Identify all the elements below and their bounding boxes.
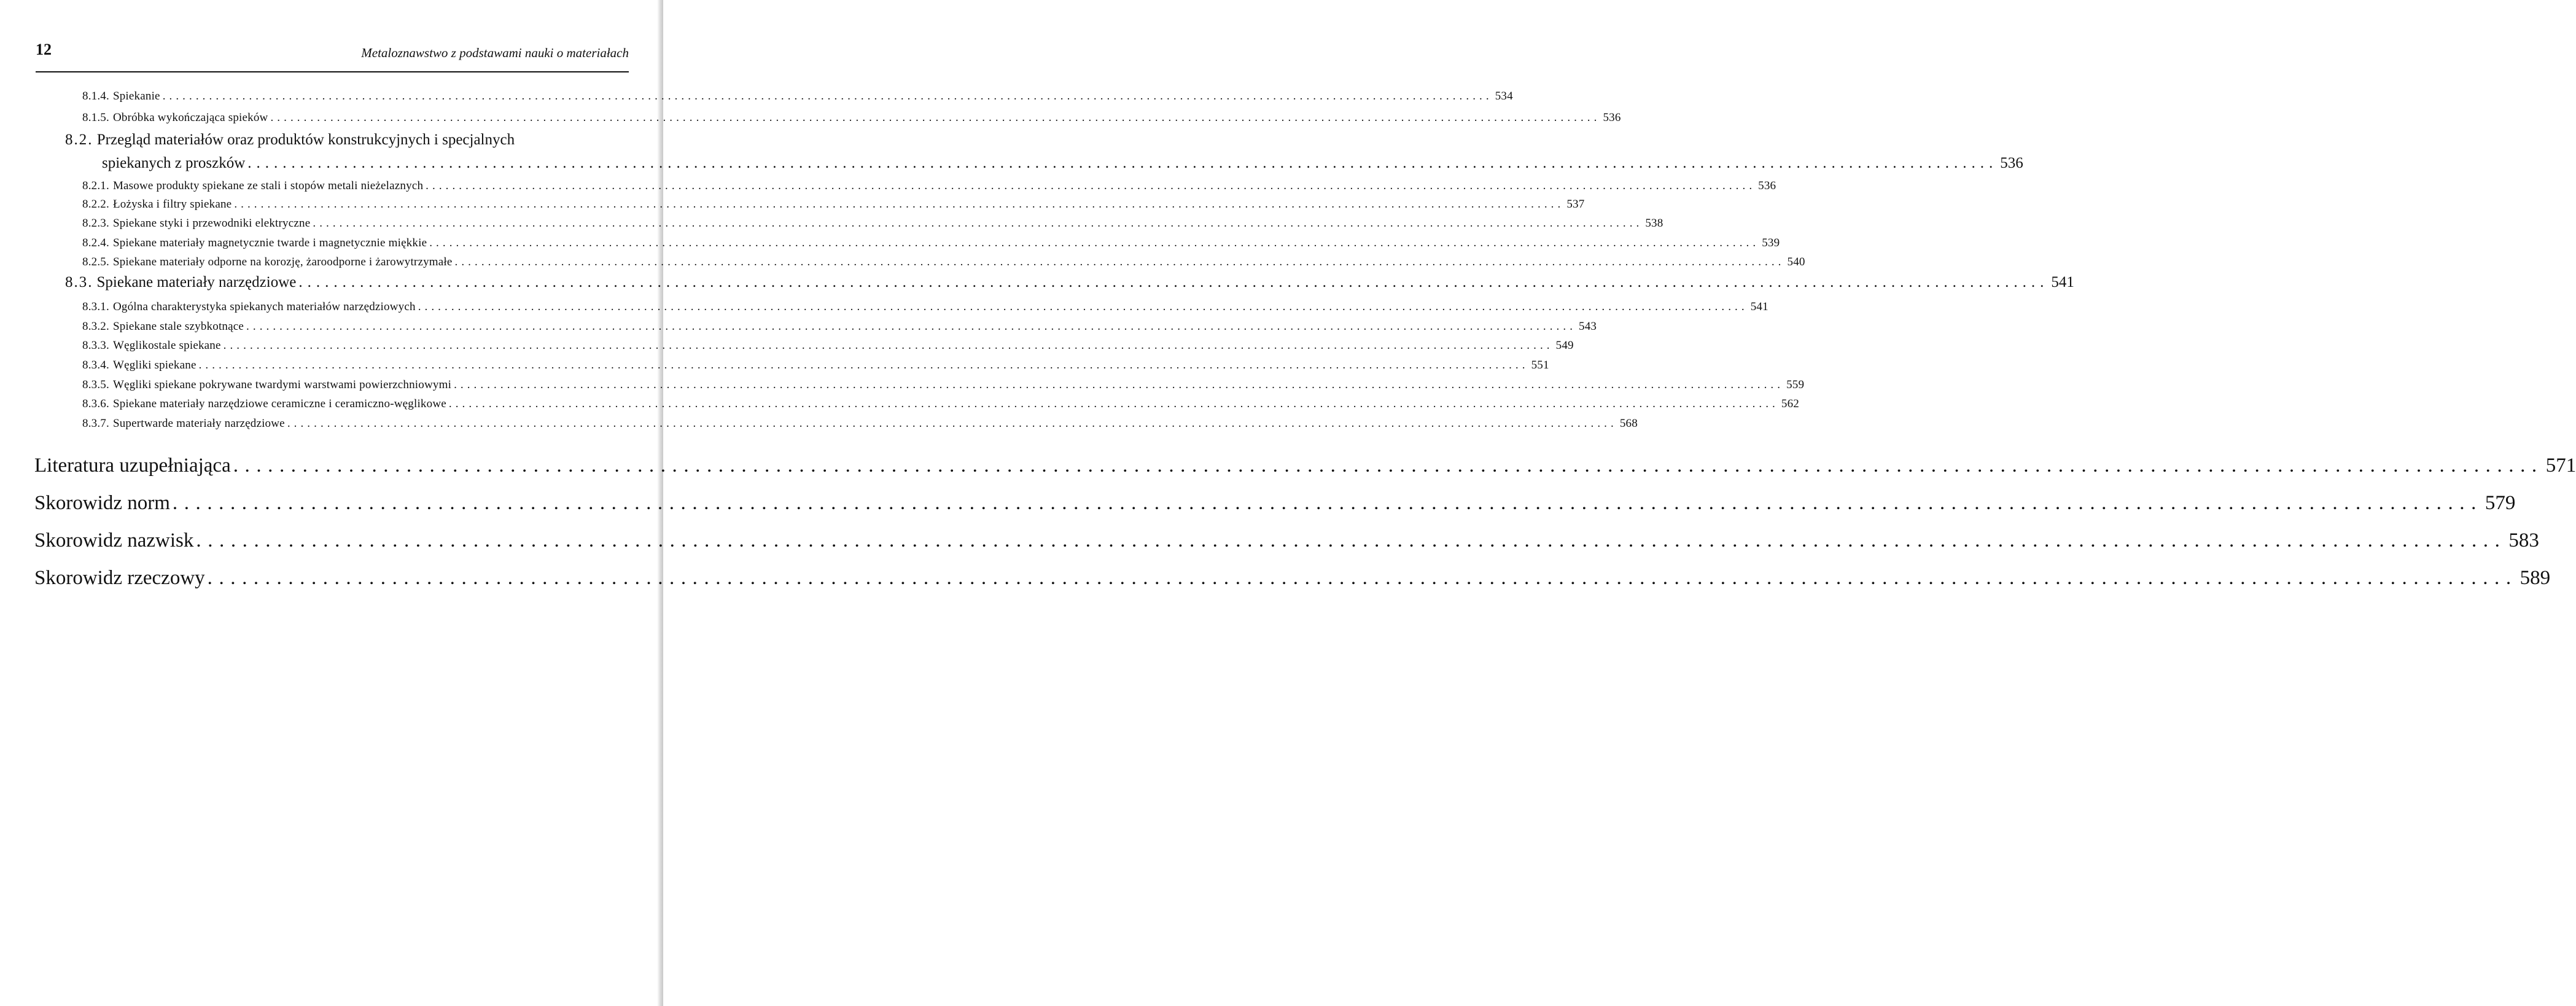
toc-title: Spiekane materiały odporne na korozję, żaroodporne i żarowytrzymałe [112, 255, 453, 268]
dot-leader: ........................................................................................................................................................................................................ [246, 320, 1577, 333]
dot-leader: ........................................................................................................................................................................................................ [223, 339, 1554, 352]
toc-number: 8.2.1. [82, 179, 109, 192]
toc-page: 537 [1566, 198, 1585, 211]
toc-entry [82, 90, 1513, 103]
toc-page: 534 [1495, 90, 1513, 103]
toc-title: Węglikostale spiekane [112, 339, 221, 352]
dot-leader: ........................................................................................................................................................................................................ [172, 492, 2483, 514]
toc-entry [82, 300, 1769, 314]
toc-page: 579 [2485, 492, 2516, 514]
toc-title: Ogólna charakterystyka spiekanych materiałów narzędziowych [112, 300, 416, 313]
dot-leader: ........................................................................................................................................................................................................ [418, 300, 1748, 313]
toc-entry [82, 198, 1585, 211]
toc-title: Łożyska i filtry spiekane [112, 198, 232, 211]
dot-leader: ........................................................................................................................................................................................................ [196, 529, 2507, 552]
toc-entry-major [34, 492, 2516, 515]
toc-page: 540 [1787, 255, 1805, 268]
dot-leader: ........................................................................................................................................................................................................ [247, 155, 1998, 171]
toc-entry [82, 179, 1776, 193]
toc-title: Skorowidz nazwisk [34, 529, 194, 552]
toc-number: 8.2.5. [82, 255, 109, 268]
toc-title: Spiekane materiały narzędziowe [96, 274, 297, 290]
toc-entry-continuation [102, 155, 2023, 172]
toc-entry [82, 236, 1780, 250]
toc-number: 8.3.4. [82, 359, 109, 372]
dot-leader: ........................................................................................................................................................................................................ [426, 179, 1756, 192]
toc-entry-major [34, 529, 2539, 552]
toc-number: 8.3.2. [82, 320, 109, 333]
dot-leader: ........................................................................................................................................................................................................ [234, 198, 1565, 211]
toc-title: Spiekane materiały magnetycznie twarde i magnetycznie miękkie [112, 236, 427, 249]
toc-page: 551 [1531, 359, 1549, 372]
toc-number: 8.2.4. [82, 236, 109, 249]
toc-page: 571 [2545, 454, 2576, 477]
toc-page: 562 [1781, 397, 1799, 410]
toc-number: 8.2.3. [82, 217, 109, 230]
running-head: Metaloznawstwo z podstawami nauki o materiałach [361, 45, 629, 60]
dot-leader: ........................................................................................................................................................................................................ [207, 567, 2518, 589]
toc-title: Spiekanie [112, 90, 160, 103]
toc-entry-major [34, 567, 2551, 590]
page-number: 12 [36, 41, 52, 58]
toc-entry [82, 417, 1638, 431]
toc-number: 8.2. [65, 131, 93, 148]
header-rule [36, 71, 629, 72]
toc-entry-heading [65, 131, 515, 149]
toc-number: 8.3.6. [82, 397, 109, 410]
toc-number: 8.3.3. [82, 339, 109, 352]
toc-title: Masowe produkty spiekane ze stali i stopów metali nieżelaznych [112, 179, 424, 192]
dot-leader: ........................................................................................................................................................................................................ [162, 90, 1493, 103]
toc-title: Węgliki spiekane pokrywane twardymi warstwami powierzchniowymi [112, 378, 452, 391]
toc-entry [82, 378, 1805, 392]
dot-leader: ........................................................................................................................................................................................................ [233, 454, 2543, 477]
toc-entry [82, 255, 1805, 269]
toc-page: 536 [2000, 155, 2023, 171]
dot-leader: ........................................................................................................................................................................................................ [313, 217, 1643, 230]
toc-entry [82, 397, 1799, 411]
toc-number: 8.3.5. [82, 378, 109, 391]
toc-page: 583 [2508, 529, 2539, 552]
dot-leader: ........................................................................................................................................................................................................ [454, 255, 1785, 268]
toc-page: 543 [1579, 320, 1597, 333]
toc-title: Spiekane stale szybkotnące [112, 320, 244, 333]
toc-entry-major [34, 454, 2576, 477]
toc-number: 8.3. [65, 274, 93, 290]
toc-entry [82, 320, 1597, 333]
toc-title: Węgliki spiekane [112, 359, 197, 372]
dot-leader: ........................................................................................................................................................................................................ [454, 378, 1784, 391]
toc-number: 8.1.5. [82, 111, 109, 124]
toc-number: 8.1.4. [82, 90, 109, 103]
dot-leader: ........................................................................................................................................................................................................ [287, 417, 1617, 430]
page-header [36, 41, 629, 65]
toc-number: 8.3.1. [82, 300, 109, 313]
toc-title: Skorowidz rzeczowy [34, 567, 205, 589]
toc-page: 541 [2051, 274, 2074, 290]
toc-title: Skorowidz norm [34, 492, 170, 514]
toc-title: Literatura uzupełniająca [34, 454, 231, 477]
toc-entry [65, 274, 2074, 291]
toc-page: 538 [1645, 217, 1664, 230]
toc-page: 568 [1619, 417, 1638, 430]
toc-entry [82, 111, 1621, 125]
toc-number: 8.2.2. [82, 198, 109, 211]
toc-number: 8.3.7. [82, 417, 109, 430]
toc-page: 536 [1603, 111, 1621, 124]
toc-title-continued: spiekanych z proszków [102, 155, 246, 171]
toc-page: 549 [1555, 339, 1574, 352]
toc-entry [82, 339, 1574, 353]
dot-leader: ........................................................................................................................................................................................................ [270, 111, 1601, 124]
dot-leader: ........................................................................................................................................................................................................ [298, 274, 2049, 290]
toc-page: 559 [1786, 378, 1805, 391]
toc-title: Supertwarde materiały narzędziowe [112, 417, 285, 430]
dot-leader: ........................................................................................................................................................................................................ [198, 359, 1529, 372]
toc-title: Spiekane styki i przewodniki elektryczne [112, 217, 311, 230]
toc-title: Obróbka wykończająca spieków [112, 111, 268, 124]
toc-entry [82, 359, 1549, 372]
toc-title: Przegląd materiałów oraz produktów konstrukcyjnych i specjalnych [96, 131, 515, 148]
toc-page: 589 [2520, 567, 2551, 589]
dot-leader: ........................................................................................................................................................................................................ [448, 397, 1779, 410]
toc-page: 541 [1750, 300, 1769, 313]
toc-entry [82, 217, 1664, 230]
toc-title: Spiekane materiały narzędziowe ceramiczne i ceramiczno-węglikowe [112, 397, 446, 410]
toc-page: 536 [1758, 179, 1776, 192]
toc-page: 539 [1762, 236, 1780, 249]
dot-leader: ........................................................................................................................................................................................................ [429, 236, 1760, 249]
